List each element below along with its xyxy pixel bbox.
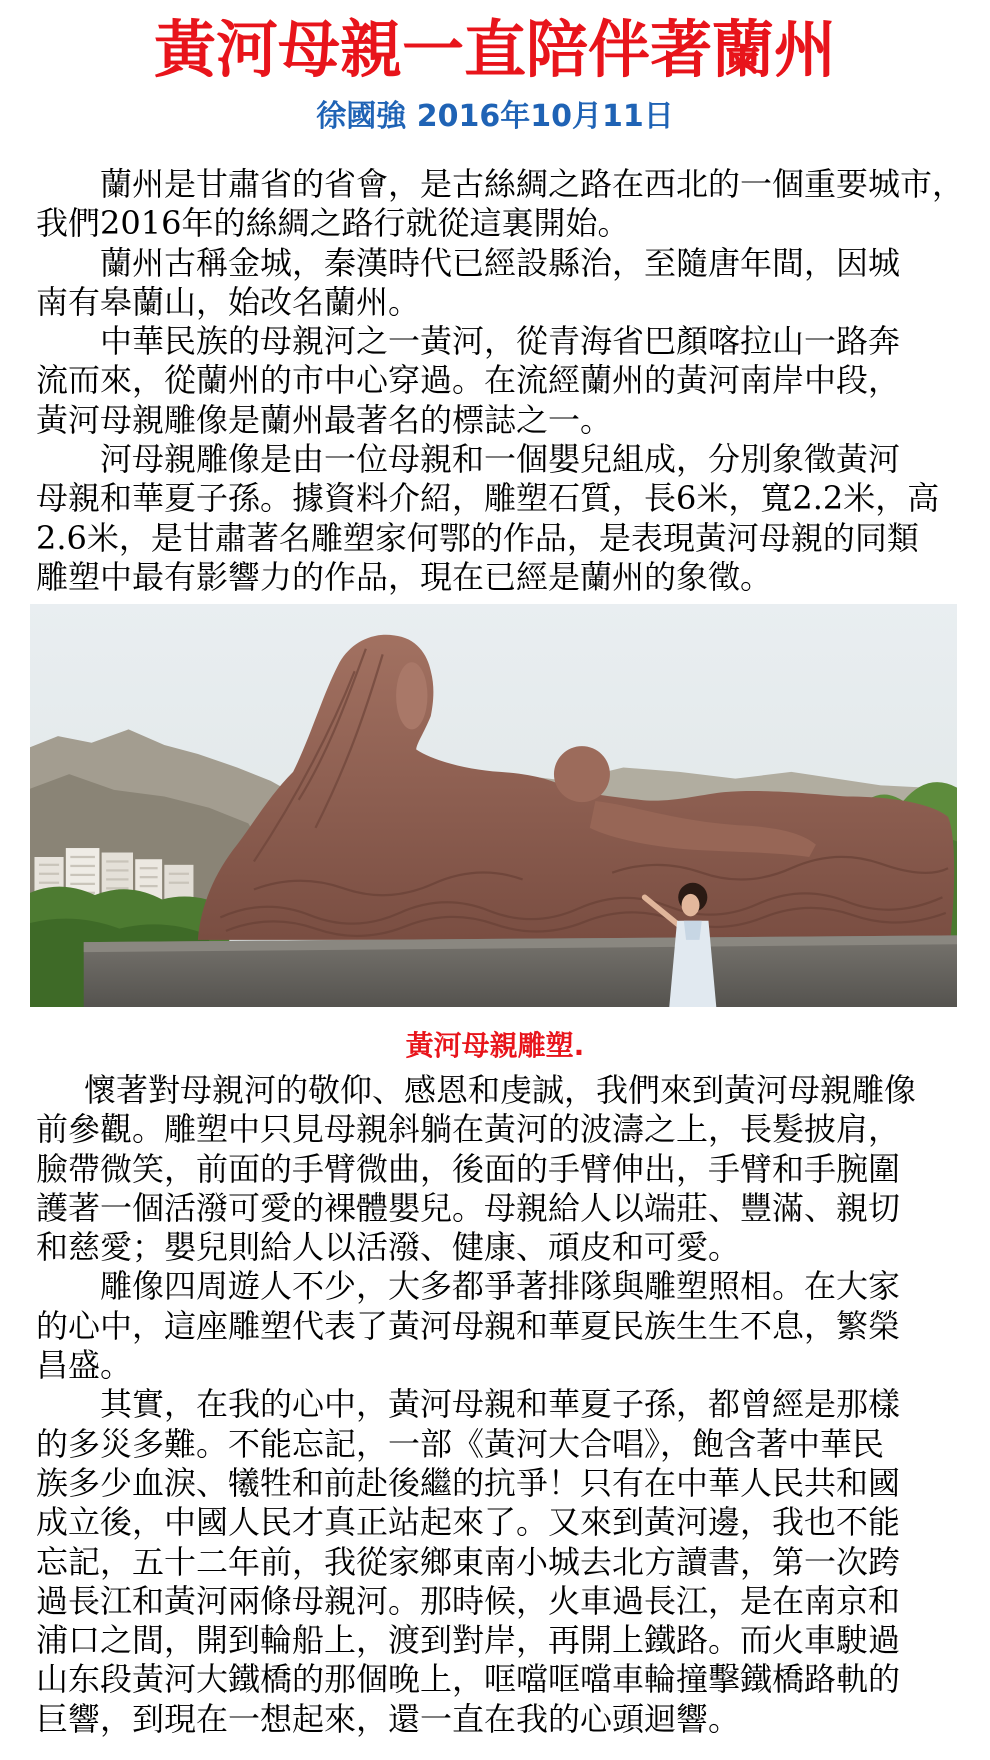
paragraph-7 bbox=[36, 1385, 966, 1739]
paragraph-6 bbox=[36, 1267, 966, 1385]
paragraph-line: 懷著對母親河的敬仰、感恩和虔誠，我們來到黃河母親雕像 bbox=[84, 1071, 917, 1109]
paragraph-line: 南有皋蘭山，始改名蘭州。 bbox=[36, 282, 421, 321]
child-head bbox=[554, 746, 610, 802]
sculpture-photo bbox=[30, 604, 957, 1007]
paragraph-line: 前參觀。雕塑中只見母親斜躺在黃河的波濤之上，長髮披肩， bbox=[36, 1110, 901, 1149]
paragraph-line: 的心中，這座雕塑代表了黃河母親和華夏民族生生不息，繁榮 bbox=[36, 1306, 901, 1345]
paragraph-line: 和慈愛；嬰兒則給人以活潑、健康、頑皮和可愛。 bbox=[36, 1228, 741, 1267]
paragraph-3 bbox=[36, 322, 966, 440]
mother-face bbox=[396, 662, 427, 729]
stone-pedestal bbox=[84, 935, 957, 1007]
photo-caption: 黃河母親雕塑. bbox=[405, 1029, 585, 1062]
paragraph-1 bbox=[36, 165, 966, 244]
paragraph-line: 巨響，到現在一想起來，還一直在我的心頭迴響。 bbox=[36, 1699, 741, 1738]
paragraph-line: 過長江和黃河兩條母親河。那時候，火車過長江，是在南京和 bbox=[36, 1581, 901, 1620]
paragraph-line: 浦口之間，開到輪船上，渡到對岸，再開上鐵路。而火車駛過 bbox=[36, 1621, 901, 1660]
paragraph-line: 母親和華夏子孫。據資料介紹，雕塑石質，長6米，寬2.2米，高 bbox=[36, 479, 940, 518]
paragraph-line: 族多少血淚、犧牲和前赴後繼的抗爭！只有在中華人民共和國 bbox=[36, 1463, 901, 1502]
paragraph-line: 雕像四周遊人不少，大多都爭著排隊與雕塑照相。在大家 bbox=[100, 1267, 901, 1306]
paragraph-line: 蘭州古稱金城，秦漢時代已經設縣治，至隨唐年間，因城 bbox=[100, 243, 901, 282]
paragraph-line: 成立後，中國人民才真正站起來了。又來到黃河邊，我也不能 bbox=[36, 1503, 901, 1542]
visit-section bbox=[36, 1071, 966, 1739]
paragraph-line: 中華民族的母親河之一黃河，從青海省巴顏喀拉山一路奔 bbox=[100, 322, 901, 361]
author-date-byline: 徐國強 2016年10月11日 bbox=[316, 99, 674, 134]
paragraph-line: 護著一個活潑可愛的裸體嬰兒。母親給人以端莊、豐滿、親切 bbox=[36, 1188, 901, 1227]
article-title: 黃河母親一直陪伴著蘭州 bbox=[153, 13, 836, 86]
paragraph-line: 流而來，從蘭州的市中心穿過。在流經蘭州的黃河南岸中段， bbox=[36, 361, 901, 400]
paragraph-line: 黃河母親雕像是蘭州最著名的標誌之一。 bbox=[36, 400, 613, 439]
paragraph-line: 昌盛。 bbox=[36, 1346, 133, 1385]
sculpture-photo-drawing bbox=[30, 604, 957, 1007]
paragraph-line: 雕塑中最有影響力的作品，現在已經是蘭州的象徵。 bbox=[36, 557, 773, 596]
intro-section bbox=[36, 165, 966, 597]
paragraph-5 bbox=[36, 1071, 966, 1267]
paragraph-line: 忘記，五十二年前，我從家鄉東南小城去北方讀書，第一次跨 bbox=[36, 1542, 901, 1581]
paragraph-line: 2.6米，是甘肅著名雕塑家何鄂的作品，是表現黃河母親的同類 bbox=[36, 518, 919, 557]
paragraph-line: 臉帶微笑，前面的手臂微曲，後面的手臂伸出，手臂和手腕圍 bbox=[36, 1149, 901, 1188]
paragraph-line: 我們2016年的絲綢之路行就從這裏開始。 bbox=[36, 204, 630, 243]
paragraph-4 bbox=[36, 440, 966, 597]
paragraph-line: 蘭州是甘肅省的省會，是古絲綢之路在西北的一個重要城市， bbox=[100, 165, 965, 203]
paragraph-line: 河母親雕像是由一位母親和一個嬰兒組成，分別象徵黃河 bbox=[100, 440, 901, 479]
paragraph-line: 其實，在我的心中，黃河母親和華夏子孫，都曾經是那樣 bbox=[100, 1385, 901, 1424]
paragraph-2 bbox=[36, 244, 966, 323]
paragraph-line: 山东段黃河大鐵橋的那個晚上，哐噹哐噹車輪撞擊鐵橋路軌的 bbox=[36, 1660, 901, 1699]
paragraph-line: 的多災多難。不能忘記，一部《黃河大合唱》，飽含著中華民 bbox=[36, 1424, 885, 1463]
